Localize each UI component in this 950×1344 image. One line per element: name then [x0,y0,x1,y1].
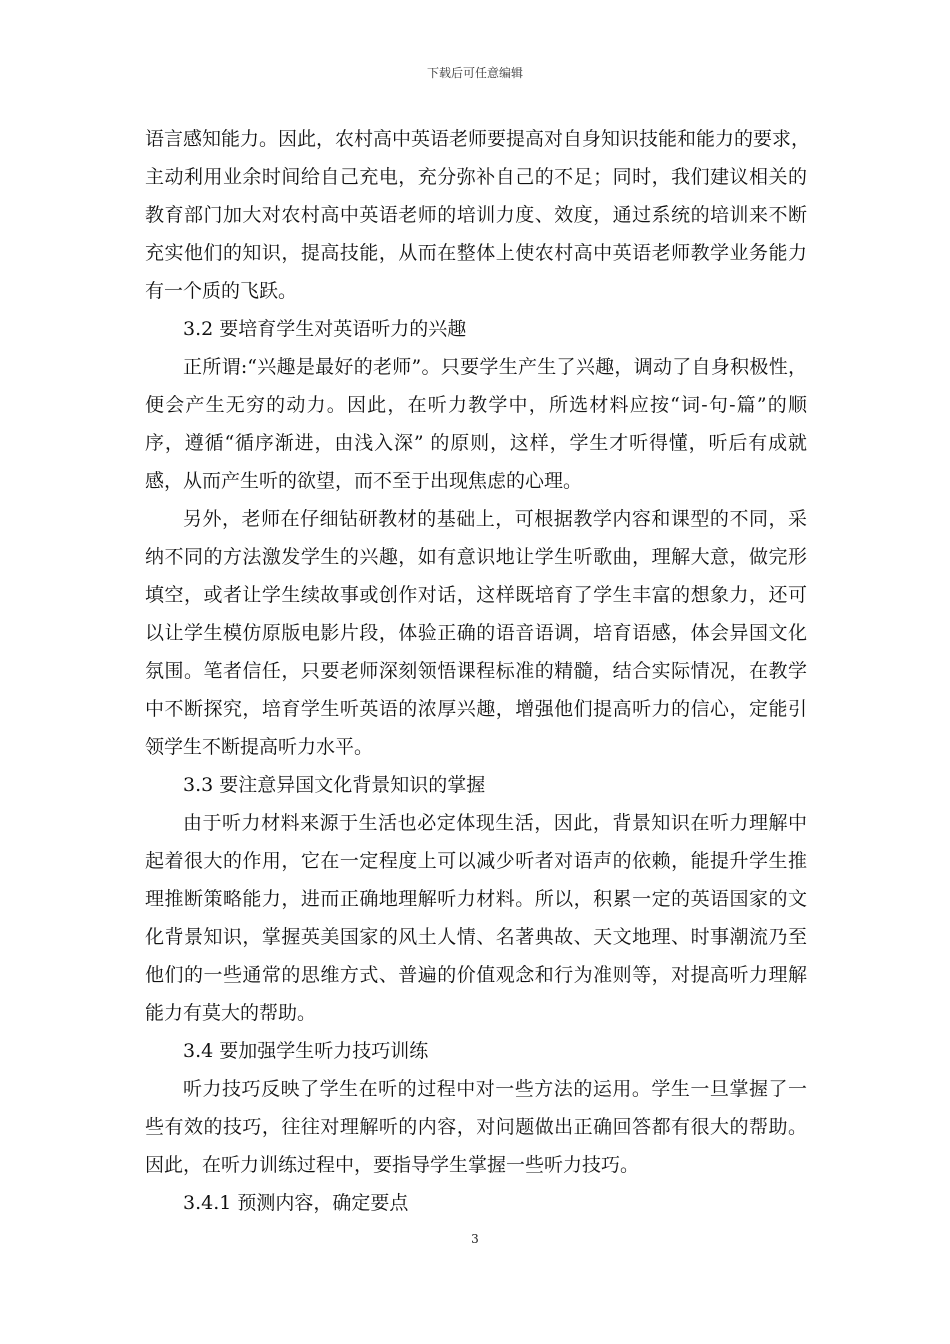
section-heading: 3.3 要注意异国文化背景知识的掌握 [183,774,486,796]
paragraph-line: 他们的一些通常的思维方式、普遍的价值观念和行为准则等，对提高听力理解 [145,964,807,986]
document-body [145,120,811,1222]
paragraph-line: 正所谓:“兴趣是最好的老师”。只要学生产生了兴趣，调动了自身积极性， [183,356,807,378]
paragraph-line: 理推断策略能力，进而正确地理解听力材料。所以，积累一定的英语国家的文 [145,888,807,910]
paragraph-line: 起着很大的作用，它在一定程度上可以减少听者对语声的依赖，能提升学生推 [145,850,807,872]
paragraph-line: 中不断探究，培育学生听英语的浓厚兴趣，增强他们提高听力的信心，定能引 [145,698,807,720]
paragraph-line: 因此，在听力训练过程中，要指导学生掌握一些听力技巧。 [145,1154,640,1176]
paragraph-line: 能力有莫大的帮助。 [145,1002,317,1024]
paragraph [145,500,807,766]
paragraph-line: 领学生不断提高听力水平。 [145,736,374,758]
page-number: 3 [471,1232,479,1246]
section-heading: 3.4.1 预测内容，确定要点 [183,1192,409,1214]
paragraph [145,120,811,310]
paragraph-line: 语言感知能力。因此，农村高中英语老师要提高对自身知识技能和能力的要求， [145,128,811,150]
paragraph-line: 由于听力材料来源于生活也必定体现生活，因此，背景知识在听力理解中 [183,812,807,834]
paragraph-line: 充实他们的知识，提高技能，从而在整体上使农村高中英语老师教学业务能力 [145,242,807,264]
paragraph-line: 便会产生无穷的动力。因此，在听力教学中，所选材料应按“词-句-篇”的顺 [145,394,807,416]
paragraph-line: 听力技巧反映了学生在听的过程中对一些方法的运用。学生一旦掌握了一 [183,1078,807,1100]
paragraph-line: 氛围。笔者信任，只要老师深刻领悟课程标准的精髓，结合实际情况，在教学 [145,660,807,682]
paragraph [145,1070,807,1184]
paragraph-line: 纳不同的方法激发学生的兴趣，如有意识地让学生听歌曲，理解大意，做完形 [145,546,807,568]
paragraph-line: 化背景知识，掌握英美国家的风土人情、名著典故、天文地理、时事潮流乃至 [145,926,807,948]
section-heading: 3.4 要加强学生听力技巧训练 [183,1040,429,1062]
paragraph-line: 教育部门加大对农村高中英语老师的培训力度、效度，通过系统的培训来不断 [145,204,807,226]
paragraph-line: 另外，老师在仔细钻研教材的基础上，可根据教学内容和课型的不同，采 [183,508,807,530]
paragraph-line: 感，从而产生听的欲望，而不至于出现焦虑的心理。 [145,470,583,492]
paragraph-line: 以让学生模仿原版电影片段，体验正确的语音语调，培育语感，体会异国文化 [145,622,807,644]
paragraph-line: 主动利用业余时间给自己充电，充分弥补自己的不足；同时，我们建议相关的 [145,166,807,188]
paragraph-line: 序，遵循“循序渐进，由浅入深” 的原则，这样，学生才听得懂，听后有成就 [145,432,807,454]
page-header: 下载后可任意编辑 [426,66,523,80]
paragraph-line: 有一个质的飞跃。 [145,280,298,302]
section-heading: 3.2 要培育学生对英语听力的兴趣 [183,318,467,340]
paragraph [145,348,807,500]
paragraph-line: 些有效的技巧，往往对理解听的内容，对问题做出正确回答都有很大的帮助。 [145,1116,807,1138]
paragraph-line: 填空，或者让学生续故事或创作对话，这样既培育了学生丰富的想象力，还可 [145,584,807,606]
paragraph [145,804,807,1032]
